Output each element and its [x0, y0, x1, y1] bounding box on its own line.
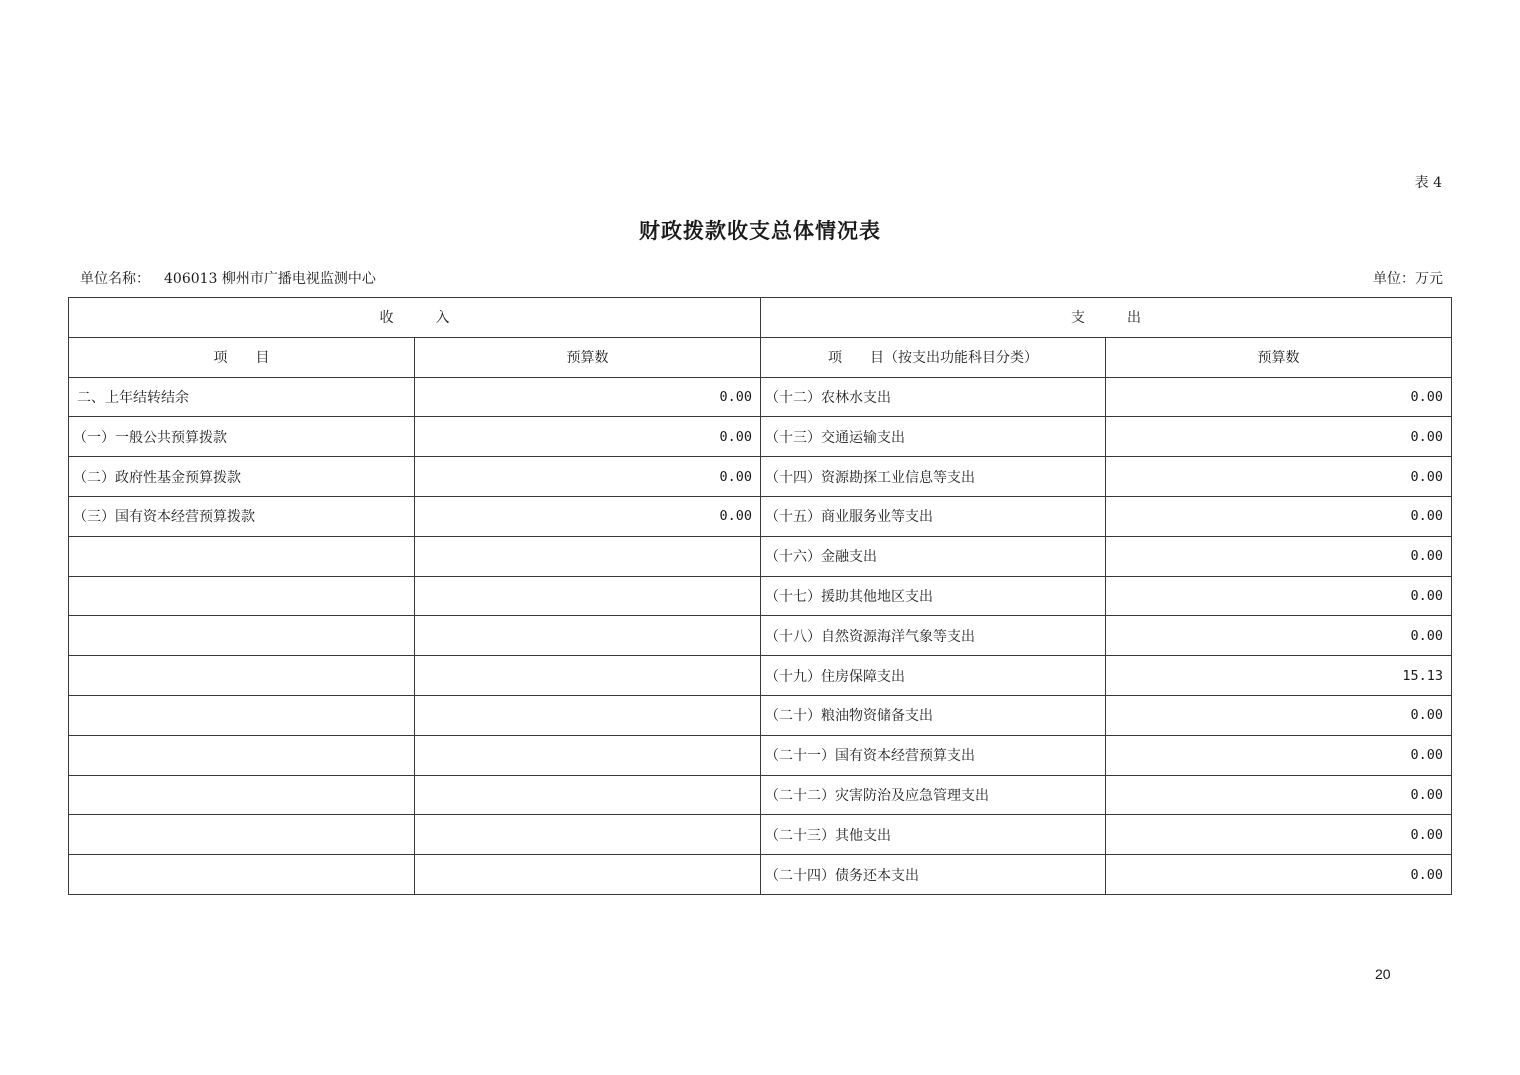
expense-budget-cell: 0.00	[1106, 417, 1452, 457]
expense-item-cell: （十八）自然资源海洋气象等支出	[761, 616, 1106, 656]
table-row	[69, 496, 1452, 536]
expense-item-cell: （二十）粮油物资储备支出	[761, 695, 1106, 735]
expense-item-cell: （二十三）其他支出	[761, 815, 1106, 855]
expense-budget-cell: 0.00	[1106, 855, 1452, 895]
income-budget-cell	[415, 815, 761, 855]
income-item-cell	[69, 735, 415, 775]
expense-budget-cell: 0.00	[1106, 735, 1452, 775]
income-budget-cell	[415, 616, 761, 656]
table-row	[69, 815, 1452, 855]
expense-section-header: 支 出	[761, 298, 1452, 338]
income-item-cell	[69, 775, 415, 815]
income-budget-cell	[415, 775, 761, 815]
expense-budget-cell: 0.00	[1106, 457, 1452, 497]
income-budget-cell	[415, 576, 761, 616]
table-row	[69, 457, 1452, 497]
income-budget-cell: 0.00	[415, 377, 761, 417]
expense-budget-cell: 0.00	[1106, 496, 1452, 536]
income-budget-cell	[415, 695, 761, 735]
table-row	[69, 775, 1452, 815]
income-item-cell	[69, 695, 415, 735]
income-item-cell: （一）一般公共预算拨款	[69, 417, 415, 457]
income-budget-cell	[415, 656, 761, 696]
expense-item-cell: （十九）住房保障支出	[761, 656, 1106, 696]
expense-budget-header: 预算数	[1106, 337, 1452, 377]
unit-name-value: 406013 柳州市广播电视监测中心	[164, 271, 376, 287]
table-row	[69, 417, 1452, 457]
table-row	[69, 536, 1452, 576]
table-row	[69, 695, 1452, 735]
expense-item-cell: （十三）交通运输支出	[761, 417, 1106, 457]
income-budget-cell: 0.00	[415, 417, 761, 457]
income-item-cell: （三）国有资本经营预算拨款	[69, 496, 415, 536]
expense-budget-cell: 0.00	[1106, 616, 1452, 656]
header-row-columns	[69, 337, 1452, 377]
expense-item-cell: （十六）金融支出	[761, 536, 1106, 576]
budget-table	[68, 297, 1452, 895]
expense-budget-cell: 0.00	[1106, 775, 1452, 815]
page-number: 20	[1375, 966, 1391, 982]
income-item-cell	[69, 855, 415, 895]
currency-unit: 单位：万元	[1373, 271, 1443, 287]
expense-budget-cell: 0.00	[1106, 815, 1452, 855]
table-row	[69, 735, 1452, 775]
expense-budget-cell: 0.00	[1106, 536, 1452, 576]
income-item-cell	[69, 656, 415, 696]
table-row	[69, 576, 1452, 616]
income-item-header: 项 目	[69, 337, 415, 377]
income-item-cell	[69, 576, 415, 616]
page-title: 财政拨款收支总体情况表	[639, 218, 881, 243]
expense-item-cell: （十七）援助其他地区支出	[761, 576, 1106, 616]
expense-item-cell: （十二）农林水支出	[761, 377, 1106, 417]
income-budget-header: 预算数	[415, 337, 761, 377]
expense-item-cell: （二十一）国有资本经营预算支出	[761, 735, 1106, 775]
expense-budget-cell: 0.00	[1106, 377, 1452, 417]
expense-budget-cell: 0.00	[1106, 576, 1452, 616]
table-number: 表 4	[1414, 175, 1442, 191]
unit-name	[80, 268, 376, 288]
income-budget-cell: 0.00	[415, 457, 761, 497]
income-item-cell	[69, 616, 415, 656]
income-budget-cell: 0.00	[415, 496, 761, 536]
header-row-sections	[69, 298, 1452, 338]
expense-item-cell: （二十四）债务还本支出	[761, 855, 1106, 895]
income-section-header: 收 入	[69, 298, 761, 338]
income-budget-cell	[415, 855, 761, 895]
unit-name-label: 单位名称：	[80, 271, 150, 287]
income-item-cell: （二）政府性基金预算拨款	[69, 457, 415, 497]
expense-item-cell: （二十二）灾害防治及应急管理支出	[761, 775, 1106, 815]
table-row	[69, 377, 1452, 417]
expense-item-header: 项 目（按支出功能科目分类）	[761, 337, 1106, 377]
income-budget-cell	[415, 536, 761, 576]
income-item-cell: 二、上年结转结余	[69, 377, 415, 417]
expense-item-cell: （十四）资源勘探工业信息等支出	[761, 457, 1106, 497]
income-budget-cell	[415, 735, 761, 775]
expense-item-cell: （十五）商业服务业等支出	[761, 496, 1106, 536]
table-row	[69, 616, 1452, 656]
table-row	[69, 656, 1452, 696]
income-item-cell	[69, 815, 415, 855]
income-item-cell	[69, 536, 415, 576]
expense-budget-cell: 15.13	[1106, 656, 1452, 696]
expense-budget-cell: 0.00	[1106, 695, 1452, 735]
table-row	[69, 855, 1452, 895]
